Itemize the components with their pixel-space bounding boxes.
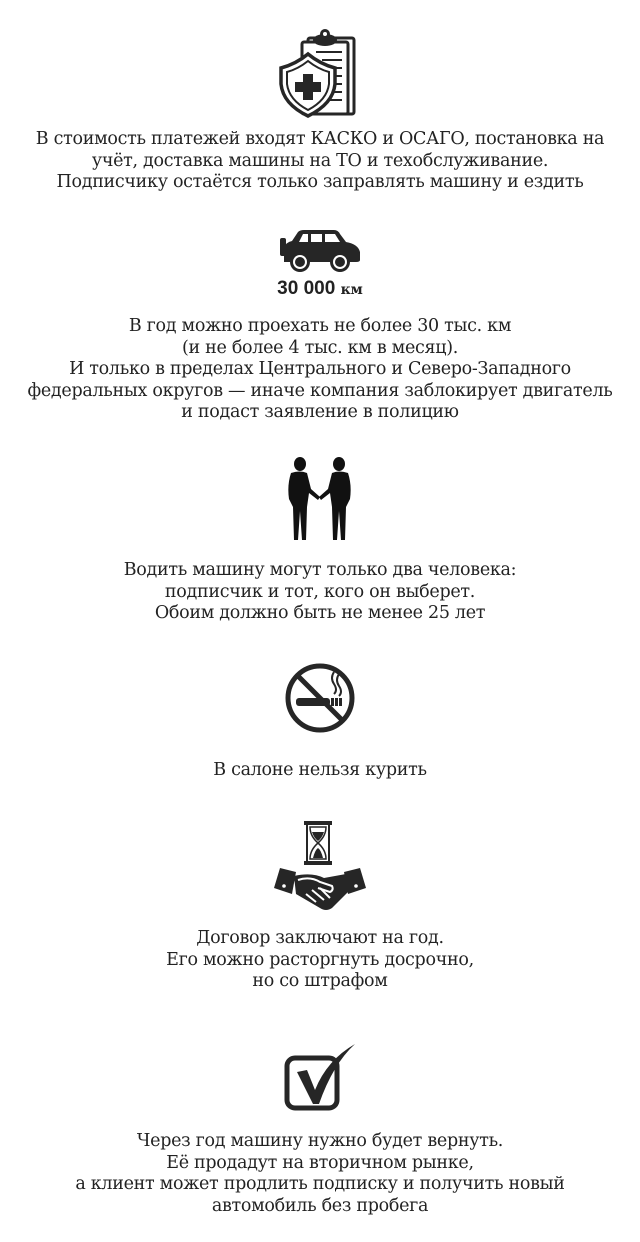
text-line: но со штрафом <box>252 971 388 991</box>
text-line: Его можно расторгнуть досрочно, <box>166 949 474 970</box>
mileage-value: 30 000 <box>277 278 336 299</box>
drivers-description <box>0 560 640 625</box>
insurance-description <box>0 129 640 194</box>
insurance-shield-clipboard-icon <box>278 28 362 118</box>
mileage-unit: км <box>340 282 363 298</box>
text-line: федеральных округов — иначе компания заблокирует двигатель <box>27 380 613 401</box>
text-line: В стоимость платежей входят КАСКО и ОСАГО, постановка на <box>35 129 605 149</box>
no-smoking-icon <box>284 662 356 734</box>
text-line: В салоне нельзя курить <box>213 760 427 780</box>
text-line: (и не более 4 тыс. км в месяц). <box>181 337 458 358</box>
text-line: Договор заключают на год. <box>196 928 444 948</box>
contract-description <box>0 928 640 993</box>
mileage-limit <box>0 278 640 300</box>
text-line: В год можно проехать не более 30 тыс. км <box>128 316 512 336</box>
text-line: а клиент может продлить подписку и получить новый <box>75 1174 565 1194</box>
text-line: Подписчику остаётся только заправлять машину и ездить <box>56 172 584 192</box>
text-line: Обоим должно быть не менее 25 лет <box>154 603 486 623</box>
text-line: подписчик и тот, кого он выберет. <box>164 581 476 602</box>
mileage-description <box>0 316 640 424</box>
checkbox-checkmark-icon <box>283 1042 357 1112</box>
hourglass-handshake-icon <box>272 820 368 914</box>
return-description <box>0 1131 640 1217</box>
two-men-handshake-icon <box>285 455 355 541</box>
smoking-description <box>0 760 640 782</box>
text-line: Её продадут на вторичном рынке, <box>166 1152 474 1173</box>
text-line: И только в пределах Центрального и Северо-Западного <box>69 359 571 379</box>
car-suv-icon <box>278 228 362 274</box>
text-line: учёт, доставка машины на ТО и техобслуживание. <box>91 150 549 171</box>
text-line: автомобиль без пробега <box>211 1195 429 1216</box>
text-line: и подаст заявление в полицию <box>181 402 459 422</box>
text-line: Водить машину могут только два человека: <box>123 560 517 580</box>
text-line: Через год машину нужно будет вернуть. <box>136 1131 504 1151</box>
